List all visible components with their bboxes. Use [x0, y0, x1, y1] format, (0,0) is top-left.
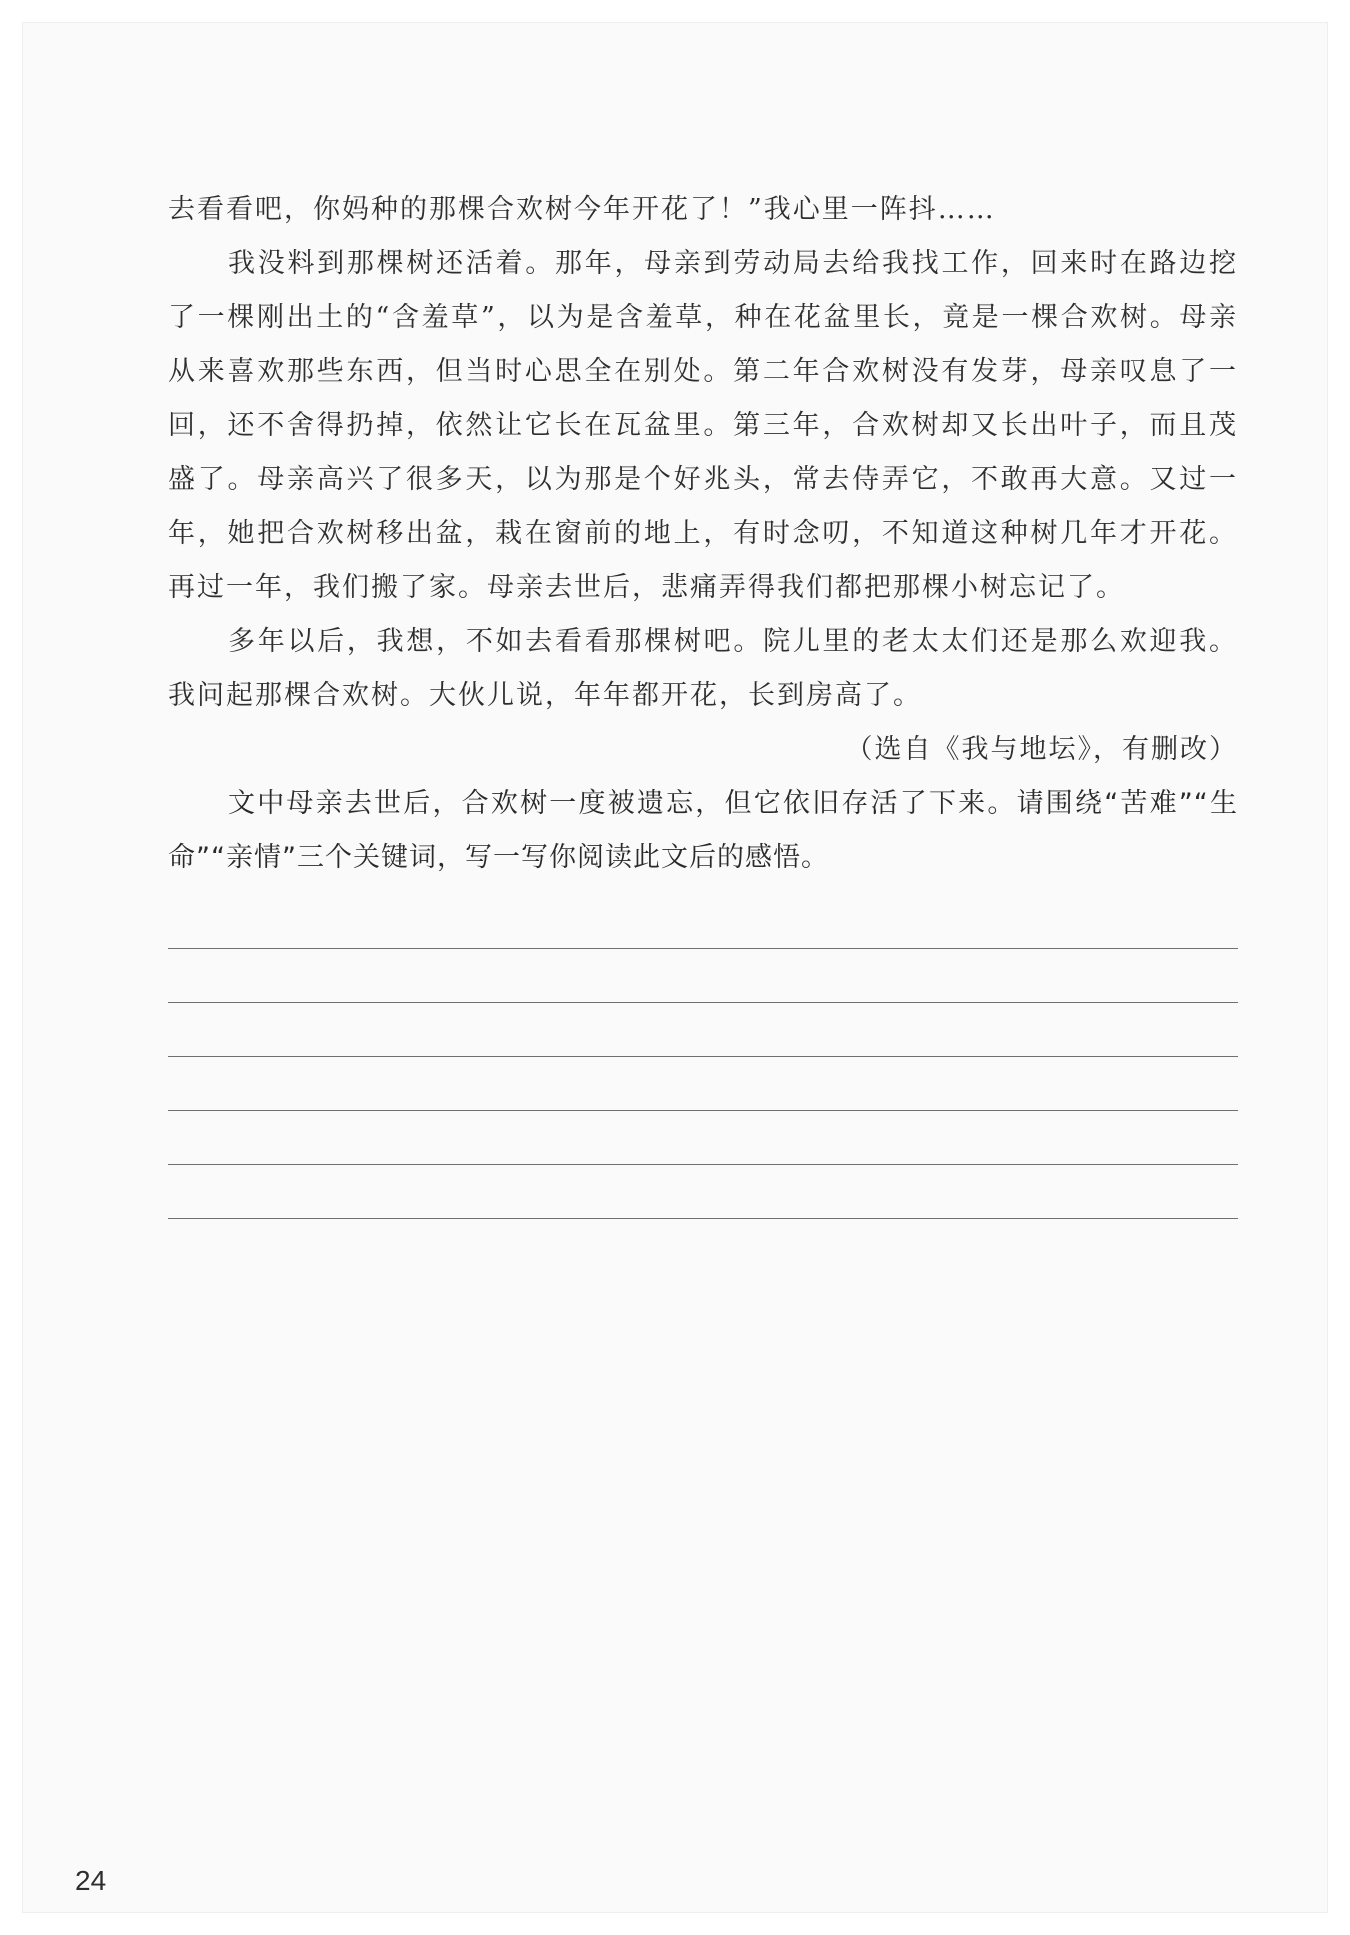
answer-area[interactable] [168, 895, 1238, 1219]
passage-paragraph-1: 去看看吧，你妈种的那棵合欢树今年开花了！”我心里一阵抖…… [168, 194, 996, 225]
content-area [168, 183, 1238, 1219]
question-prompt: 文中母亲去世后，合欢树一度被遗忘，但它依旧存活了下来。请围绕“苦难”“生命”“亲情”三个关键词，写一写你阅读此文后的感悟。 [168, 788, 1238, 873]
answer-line[interactable] [168, 895, 1238, 949]
page-sheet [22, 22, 1328, 1913]
page-number: 24 [75, 1865, 107, 1896]
passage-paragraph-2: 我没料到那棵树还活着。那年，母亲到劳动局去给我找工作，回来时在路边挖了一棵刚出土的“含羞草”，以为是含羞草，种在花盆里长，竟是一棵合欢树。母亲从来喜欢那些东西，但当时心思全在别处。第二年合欢树没有发芽，母亲叹息了一回，还不舍得扔掉，依然让它长在瓦盆里。第三年，合欢树却又长出叶子，而且茂盛了。母亲高兴了很多天，以为那是个好兆头，常去侍弄它，不敢再大意。又过一年，她把合欢树移出盆，栽在窗前的地上，有时念叨，不知道这种树几年才开花。再过一年，我们搬了家。母亲去世后，悲痛弄得我们都把那棵小树忘记了。 [168, 248, 1238, 603]
answer-line[interactable] [168, 1057, 1238, 1111]
passage-source: （选自《我与地坛》，有删改） [845, 734, 1238, 765]
answer-line[interactable] [168, 1003, 1238, 1057]
passage-paragraph-3: 多年以后，我想，不如去看看那棵树吧。院儿里的老太太们还是那么欢迎我。我问起那棵合欢树。大伙儿说，年年都开花，长到房高了。 [168, 626, 1238, 711]
answer-line[interactable] [168, 1111, 1238, 1165]
answer-line[interactable] [168, 949, 1238, 1003]
answer-line[interactable] [168, 1165, 1238, 1219]
